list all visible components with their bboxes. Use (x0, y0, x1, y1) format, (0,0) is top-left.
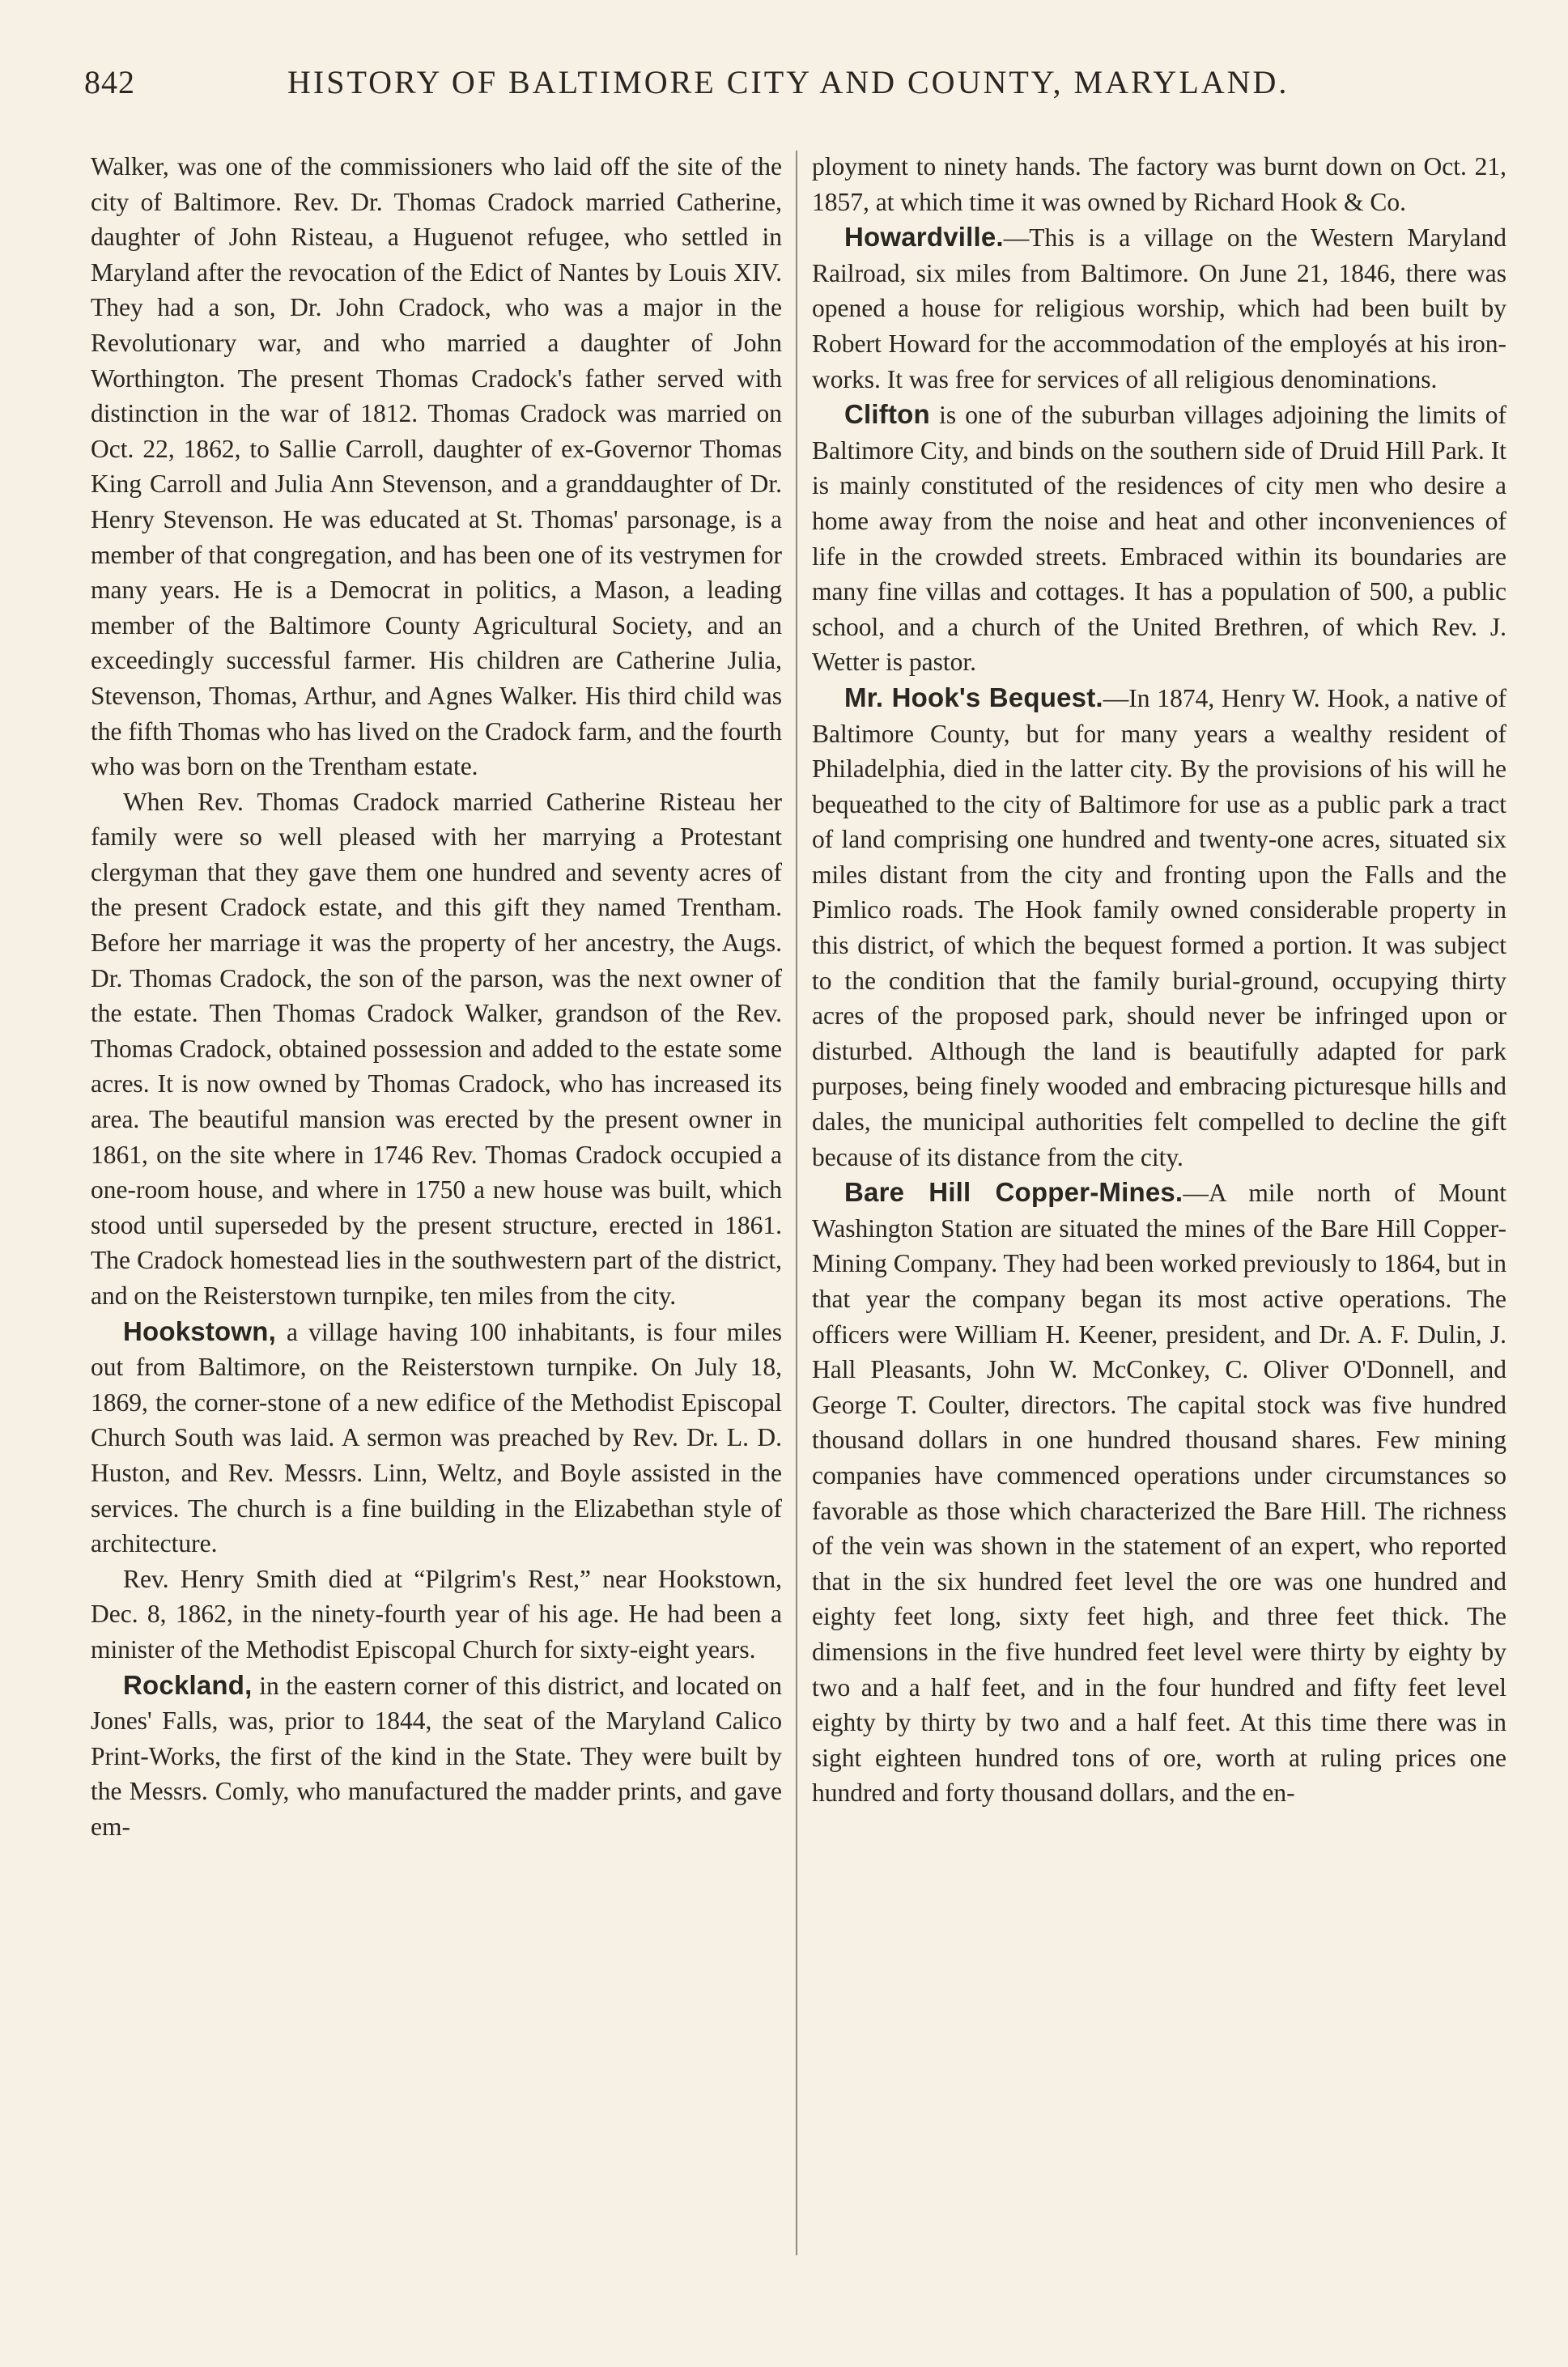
page-number: 842 (84, 64, 135, 100)
paragraph (91, 1562, 782, 1668)
section-heading: Hookstown, (123, 1315, 276, 1346)
paragraph-text: When Rev. Thomas Cradock married Catherine Risteau her family were so well pleased with her marrying a Protestant clergyman that they gave them one hundred and seventy acres of the present Cradock estate, and this gift they named Trentham. Before her marriage it was the property of her ancestry, the Augs. Dr. Thomas Cradock, the son of the parson, was the next owner of the estate. Then Thomas Cradock Walker, grandson of the Rev. Thomas Cradock, obtained possession and added to the estate some acres. It is now owned by Thomas Cradock, who has increased its area. The beautiful mansion was erected by the present owner in 1861, on the site where in 1746 Rev. Thomas Cradock occupied a one-room house, and where in 1750 a new house was built, which stood until superseded by the present structure, erected in 1861. The Cradock homestead lies in the southwestern part of the district, and on the Reisterstown turnpike, ten miles from the city. (91, 787, 782, 1310)
paragraph-text: a village having 100 inhabitants, is four miles out from Baltimore, on the Reisterstown turnpike. On July 18, 1869, the corner-stone of a new edifice of the Methodist Episcopal Church South was laid. A sermon was preached by Rev. Dr. L. D. Huston, and Rev. Messrs. Linn, Weltz, and Boyle assisted in the services. The church is a fine building in the Elizabethan style of architecture. (91, 1317, 782, 1558)
page-header (0, 63, 1568, 112)
paragraph-text: —In 1874, Henry W. Hook, a native of Baltimore County, but for many years a wealthy resident of Philadelphia, died in the latter city. By the provisions of his will he bequeathed to the city of Baltimore for use as a public park a tract of land comprising one hundred and twenty-one acres, situated six miles distant from the city and fronting upon the Falls and the Pimlico roads. The Hook family owned considerable property in this district, of which the bequest formed a portion. It was subject to the condition that the family burial-ground, occupying thirty acres of the proposed park, should never be infringed upon or disturbed. Although the land is beautifully adapted for park purposes, being finely wooded and embracing picturesque hills and dales, the municipal authorities felt compelled to decline the gift because of its distance from the city. (812, 683, 1506, 1171)
paragraph (812, 397, 1506, 680)
section-heading: Clifton (844, 399, 930, 430)
column-divider (796, 151, 797, 2255)
section-heading: Rockland, (123, 1669, 253, 1700)
paragraph (812, 149, 1506, 219)
section-heading: Mr. Hook's Bequest. (844, 682, 1103, 712)
paragraph (91, 784, 782, 1314)
section-heading: Howardville. (844, 222, 1004, 253)
left-column (91, 149, 782, 1845)
paragraph-text: —This is a village on the Western Maryland Railroad, six miles from Baltimore. On June 21, 1846, there was opened a house for religious worship, which had been built by Robert Howard for the accommodation of the employés at his iron-works. It was free for services of all religious denominations. (812, 223, 1506, 393)
paragraph-text: Walker, was one of the commissioners who laid off the site of the city of Baltimore. Rev. Dr. Thomas Cradock married Catherine, daughter of John Risteau, a Huguenot refugee, who settled in Maryland after the revocation of the Edict of Nantes by Louis XIV. They had a son, Dr. John Cradock, who was a major in the Revolutionary war, and who married a daughter of John Worthington. The present Thomas Cradock's father served with distinction in the war of 1812. Thomas Cradock was married on Oct. 22, 1862, to Sallie Carroll, daughter of ex-Governor Thomas King Carroll and Julia Ann Stevenson, and a granddaughter of Dr. Henry Stevenson. He was educated at St. Thomas' parsonage, is a member of that congregation, and has been one of its vestrymen for many years. He is a Democrat in politics, a Mason, a leading member of the Baltimore County Agricultural Society, and an exceedingly successful farmer. His children are Catherine Julia, Stevenson, Thomas, Arthur, and Agnes Walker. His third child was the fifth Thomas who has lived on the Cradock farm, and the fourth who was born on the Trentham estate. (91, 152, 782, 781)
paragraph (91, 1668, 782, 1845)
paragraph (91, 149, 782, 784)
paragraph (812, 1175, 1506, 1811)
paragraph (812, 680, 1506, 1175)
paragraph-text: in the eastern corner of this district, and located on Jones' Falls, was, prior to 1844, the seat of the Maryland Calico Print-Works, the first of the kind in the State. They were built by the Messrs. Comly, who manufactured the madder prints, and gave em- (91, 1671, 782, 1841)
running-title: HISTORY OF BALTIMORE CITY AND COUNTY, MARYLAND. (287, 64, 1290, 100)
section-heading: Bare Hill Copper-Mines. (844, 1177, 1183, 1208)
paragraph-text: ployment to ninety hands. The factory was burnt down on Oct. 21, 1857, at which time it was owned by Richard Hook & Co. (812, 152, 1506, 216)
right-column (812, 149, 1506, 1811)
paragraph (812, 219, 1506, 397)
paragraph-text: —A mile north of Mount Washington Station are situated the mines of the Bare Hill Copper-Mining Company. They had been worked previously to 1864, but in that year the company began its most active operations. The officers were William H. Keener, president, and Dr. A. F. Dulin, J. Hall Pleasants, John W. McConkey, C. Oliver O'Donnell, and George T. Coulter, directors. The capital stock was five hundred thousand dollars in one hundred thousand shares. Few mining companies have commenced operations under circumstances so favorable as those which characterized the Bare Hill. The richness of the vein was shown in the statement of an expert, who reported that in the six hundred feet level the ore was one hundred and eighty feet long, sixty feet high, and three feet thick. The dimensions in the five hundred feet level were thirty by eighty by two and a half feet, and in the four hundred and fifty feet level eighty by thirty by two and a half feet. At this time there was in sight eighteen hundred tons of ore, worth at ruling prices one hundred and forty thousand dollars, and the en- (812, 1179, 1506, 1808)
paragraph-text: Rev. Henry Smith died at “Pilgrim's Rest,” near Hookstown, Dec. 8, 1862, in the ninety-fourth year of his age. He had been a minister of the Methodist Episcopal Church for sixty-eight years. (91, 1564, 782, 1664)
paragraph-text: is one of the suburban villages adjoining the limits of Baltimore City, and binds on the southern side of Druid Hill Park. It is mainly constituted of the residences of city men who desire a home away from the noise and heat and other inconveniences of life in the crowded streets. Embraced within its boundaries are many fine villas and cottages. It has a population of 500, a public school, and a church of the United Brethren, of which Rev. J. Wetter is pastor. (812, 401, 1506, 677)
paragraph (91, 1314, 782, 1562)
